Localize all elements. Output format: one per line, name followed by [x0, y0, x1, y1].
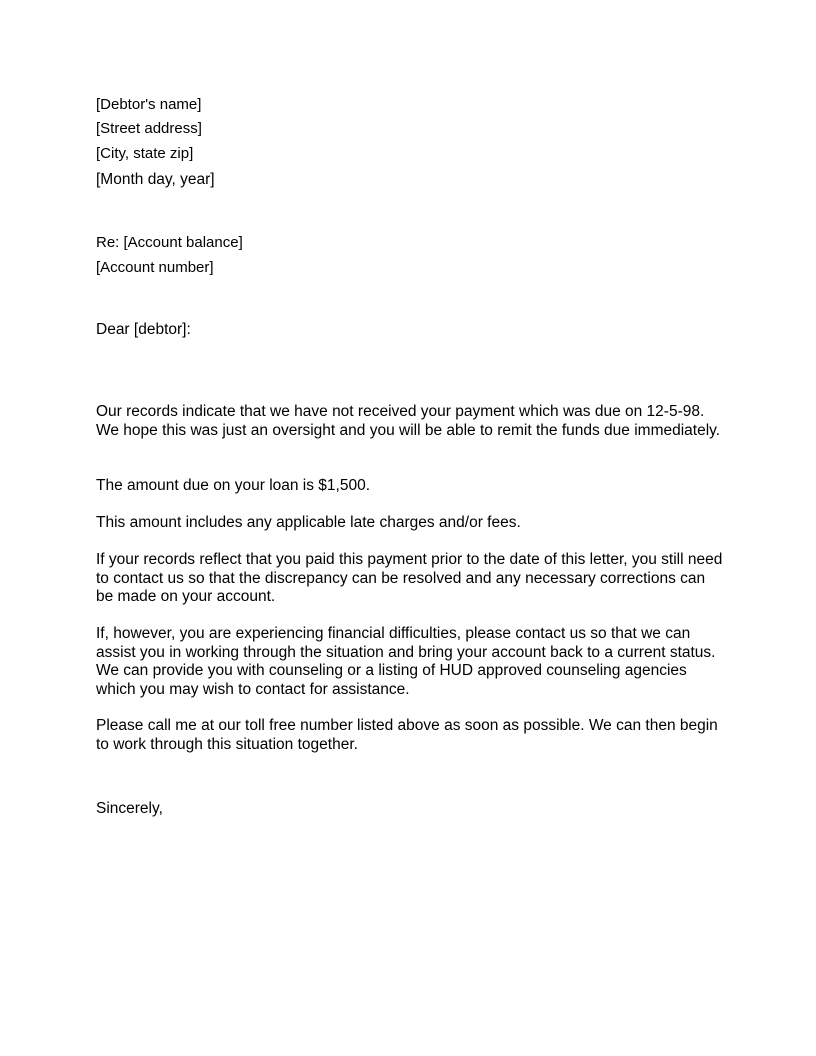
body-paragraph-5: If, however, you are experiencing financial difficulties, please contact us so that we can assist you in working through the situation and bring your account back to a current status. We can provide you with counseling or a listing of HUD approved counseling agencies which you may wish to contact for assistance. [96, 625, 716, 698]
body-paragraph-3: This amount includes any applicable late charges and/or fees. [96, 514, 521, 531]
city-state-zip: [City, state zip] [96, 145, 194, 162]
closing: Sincerely, [96, 800, 163, 817]
re-line: Re: [Account balance] [96, 234, 243, 251]
body-paragraph-4: If your records reflect that you paid this payment prior to the date of this letter, you still need to contact us so that the discrepancy can be resolved and any necessary corrections can be made on your account. [96, 551, 723, 605]
body-paragraph-1: Our records indicate that we have not received your payment which was due on 12-5-98. We hope this was just an oversight and you will be able to remit the funds due immediately. [96, 403, 721, 439]
body-paragraph-2: The amount due on your loan is $1,500. [96, 477, 371, 494]
salutation: Dear [debtor]: [96, 321, 191, 338]
letter-date: [Month day, year] [96, 171, 215, 188]
body-paragraph-6: Please call me at our toll free number listed above as soon as possible. We can then begin to work through this situation together. [96, 717, 718, 753]
account-number: [Account number] [96, 259, 214, 276]
street-address: [Street address] [96, 120, 202, 137]
debtor-name: [Debtor's name] [96, 96, 202, 113]
